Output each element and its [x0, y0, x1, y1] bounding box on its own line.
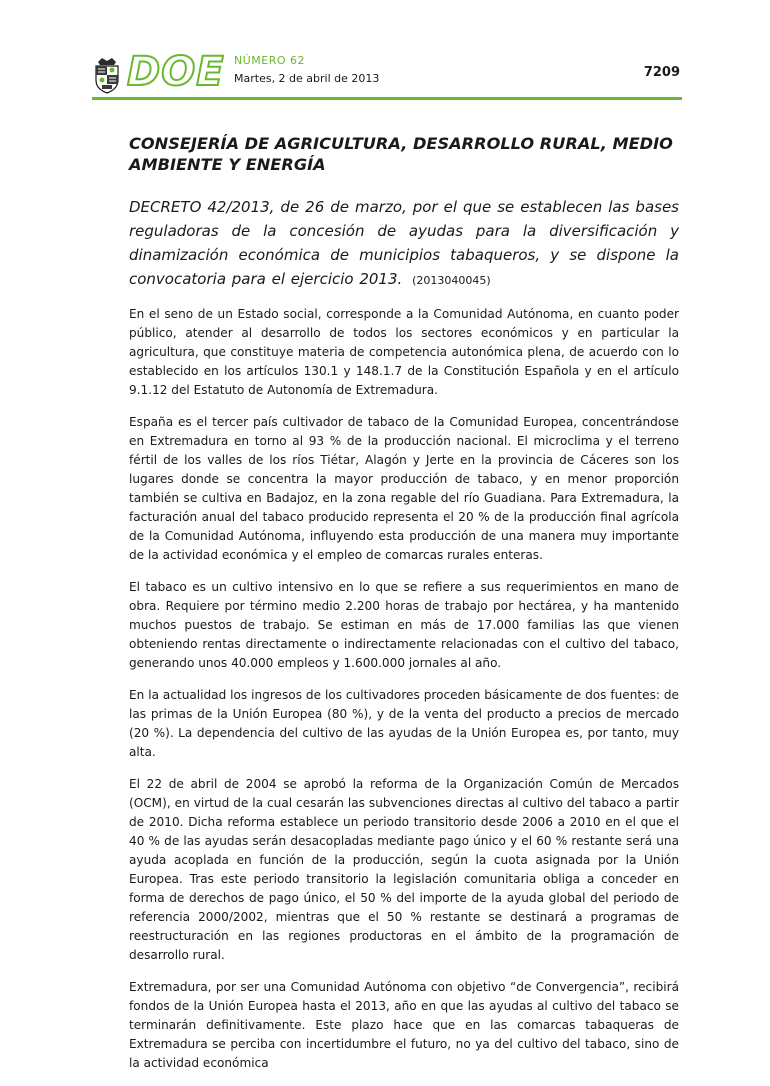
- paragraph: En la actualidad los ingresos de los cultivadores proceden básicamente de dos fuentes: de las primas de la Unión Europea (80 %), y de la venta del producto a precios de mercado (20 %). La dependencia del cultivo de las ayudas de la Unión Europea es, por tanto, muy alta.: [129, 688, 679, 759]
- decree-title-text: DECRETO 42/2013, de 26 de marzo, por el que se establecen las bases reguladoras de la concesión de ayudas para la diversificación y dinamización económica de municipios tabaqueros, y se dispone la convocatoria para el ejercicio 2013.: [129, 198, 679, 288]
- header-divider: [92, 97, 682, 100]
- paragraph: En el seno de un Estado social, corresponde a la Comunidad Autónoma, en cuanto poder público, atender al desarrollo de todos los sectores económicos y en particular la agricultura, que constituye materia de competencia autonómica plena, de acuerdo con lo establecido en los artículos 130.1 y 148.1.7 de la Constitución Española y en el artículo 9.1.12 del Estatuto de Autonomía de Extremadura.: [129, 307, 679, 397]
- decree-code: (2013040045): [412, 274, 491, 287]
- paragraph: España es el tercer país cultivador de tabaco de la Comunidad Europea, concentrándose en Extremadura en torno al 93 % de la producción nacional. El microclima y el terreno fértil de los valles de los ríos Tiétar, Alagón y Jerte en la provincia de Cáceres son los lugares donde se concentra la mayor producción de tabaco, y en menor proporción también se cultiva en Badajoz, en la zona regable del río Guadiana. Para Extremadura, la facturación anual del tabaco producido representa el 20 % de la producción final agrícola de la Comunidad Autónoma, influyendo esta producción de una manera muy importante de la actividad económica y el empleo de comarcas rurales enteras.: [129, 415, 679, 562]
- coat-of-arms-icon: [92, 56, 122, 94]
- page-header: [92, 49, 682, 100]
- paragraph: Extremadura, por ser una Comunidad Autónoma con objetivo “de Convergencia”, recibirá fondos de la Unión Europea hasta el 2013, año en que las ayudas al cultivo del tabaco se terminarán definitivamente. Este plazo hace que en las comarcas tabaqueras de Extremadura se perciba con incertidumbre el futuro, no ya del cultivo del tabaco, sino de la actividad económica: [129, 980, 679, 1070]
- paragraph: El 22 de abril de 2004 se aprobó la reforma de la Organización Común de Mercados (OCM), en virtud de la cual cesarán las subvenciones directas al cultivo del tabaco a partir de 2010. Dicha reforma establece un periodo transitorio desde 2006 a 2010 en el que el 40 % de las ayudas serán desacopladas mediante pago único y el 60 % restante será una ayuda acoplada en función de la producción, según la cuota asignada por la Unión Europea. Tras este periodo transitorio la legislación comunitaria obliga a conceder en forma de derechos de pago único, el 50 % del importe de la ayuda global del periodo de referencia 2000/2002, mientras que el 50 % restante se destinará a programas de reestructuración en las regiones productoras en el ámbito de la programación de desarrollo rural.: [129, 777, 679, 962]
- decree-title: [129, 195, 679, 293]
- paragraph: El tabaco es un cultivo intensivo en lo que se refiere a sus requerimientos en mano de obra. Requiere por término medio 2.200 horas de trabajo por hectárea, y ha mantenido muchos puestos de trabajo. Se estiman en más de 17.000 familias las que vienen obteniendo rentas directamente o indirectamente relacionadas con el cultivo del tabaco, generando unos 40.000 empleos y 1.600.000 jornales al año.: [129, 580, 679, 670]
- issue-date: Martes, 2 de abril de 2013: [234, 72, 380, 85]
- doe-logo: DOE: [127, 49, 225, 95]
- page-number: 7209: [643, 65, 680, 80]
- section-title: CONSEJERÍA DE AGRICULTURA, DESARROLLO RURAL, MEDIO AMBIENTE Y ENERGÍA: [129, 134, 673, 174]
- document-body: [129, 133, 679, 1086]
- issue-number: NÚMERO 62: [234, 54, 306, 67]
